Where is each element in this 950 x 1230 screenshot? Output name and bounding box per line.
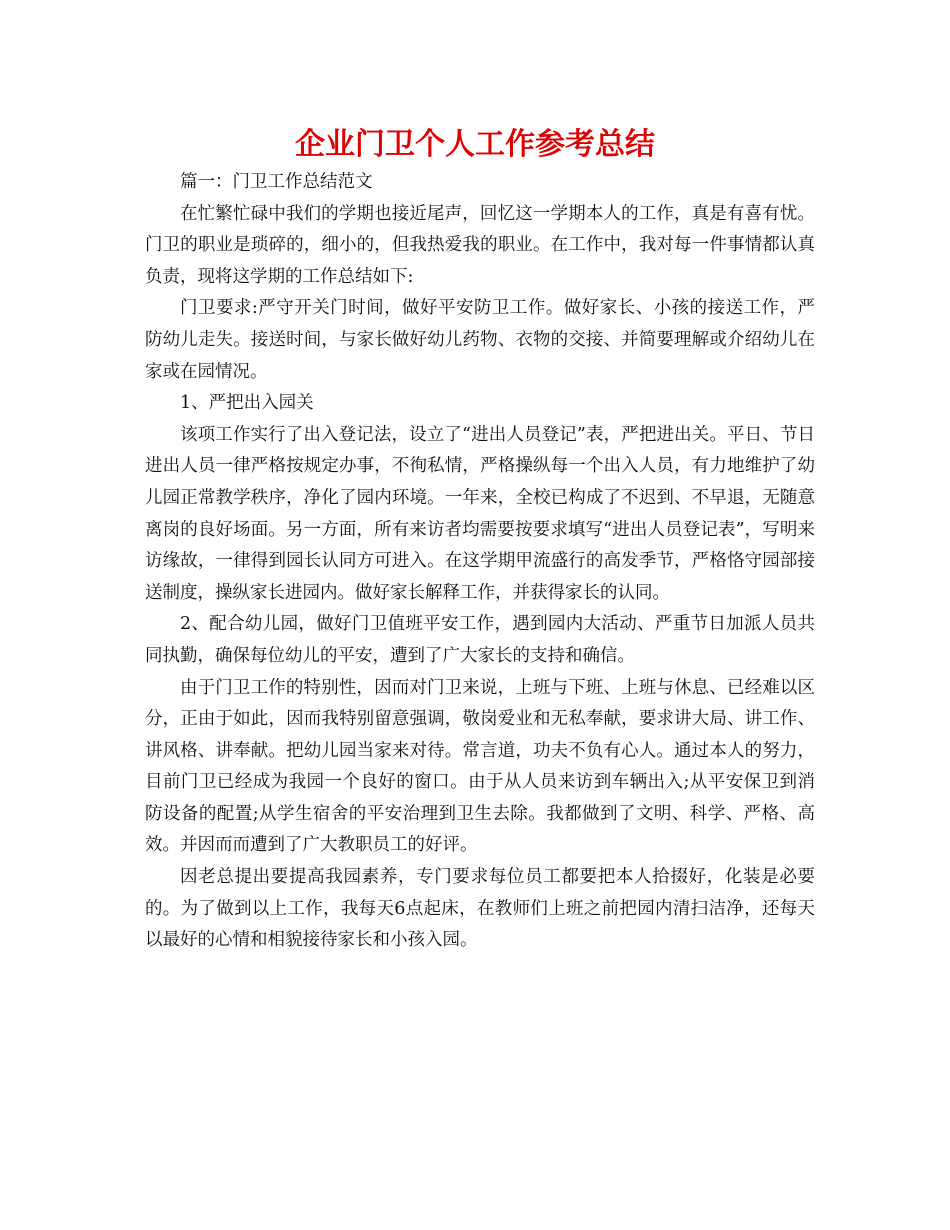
document-title: 企业门卫个人工作参考总结 <box>295 127 655 162</box>
paragraph-appearance: 因老总提出要提高我园素养，专门要求每位员工都要把本人拾掇好，化装是必要的。为了做到以上工作，我每天6点起床，在教师们上班之前把园内清扫洁净，还每天以最好的心情和相貌接待家长和小孩入园。 <box>145 867 815 951</box>
paragraph-item-2: 2、配合幼儿园，做好门卫值班平安工作，遇到园内大活动、严重节日加派人员共同执勤，确保每位幼儿的平安，遭到了广大家长的支持和确信。 <box>145 614 815 666</box>
paragraph-item-1-heading: 1、严把出入园关 <box>180 393 314 414</box>
document-body <box>145 167 815 957</box>
paragraph-item-1-body: 该项工作实行了出入登记法，设立了“进出人员登记”表，严把进出关。平日、节日进出人员一律严格按规定办事，不徇私情，严格操纵每一个出入人员，有力地维护了幼儿园正常教学秩序，净化了园内环境。一年来，全校已构成了不迟到、不早退，无随意离岗的良好场面。另一方面，所有来访者均需要按要求填写“进出人员登记表”，写明来访缘故，一律得到园长认同方可进入。在这学期甲流盛行的高发季节，严格恪守园部接送制度，操纵家长进园内。做好家长解释工作，并获得家长的认同。 <box>145 424 815 603</box>
paragraph-requirements: 门卫要求:严守开关门时间，做好平安防卫工作。做好家长、小孩的接送工作，严防幼儿走失。接送时间，与家长做好幼儿药物、衣物的交接、并简要理解或介绍幼儿在家或在园情况。 <box>145 298 815 382</box>
paragraph-section-heading: 篇一：门卫工作总结范文 <box>180 172 373 192</box>
paragraph-dedication: 由于门卫工作的特别性，因而对门卫来说，上班与下班、上班与休息、已经难以区分，正由于如此，因而我特别留意强调，敬岗爱业和无私奉献，要求讲大局、讲工作、讲风格、讲奉献。把幼儿园当家来对待。常言道，功夫不负有心人。通过本人的努力，目前门卫已经成为我园一个良好的窗口。由于从人员来访到车辆出入;从平安保卫到消防设备的配置;从学生宿舍的平安治理到卫生去除。我都做到了文明、科学、严格、高效。并因而而遭到了广大教职员工的好评。 <box>145 677 815 856</box>
paragraph-intro: 在忙繁忙碌中我们的学期也接近尾声，回忆这一学期本人的工作，真是有喜有忧。门卫的职业是琐碎的，细小的，但我热爱我的职业。在工作中，我对每一件事情都认真负责，现将这学期的工作总结如下: <box>145 203 815 287</box>
